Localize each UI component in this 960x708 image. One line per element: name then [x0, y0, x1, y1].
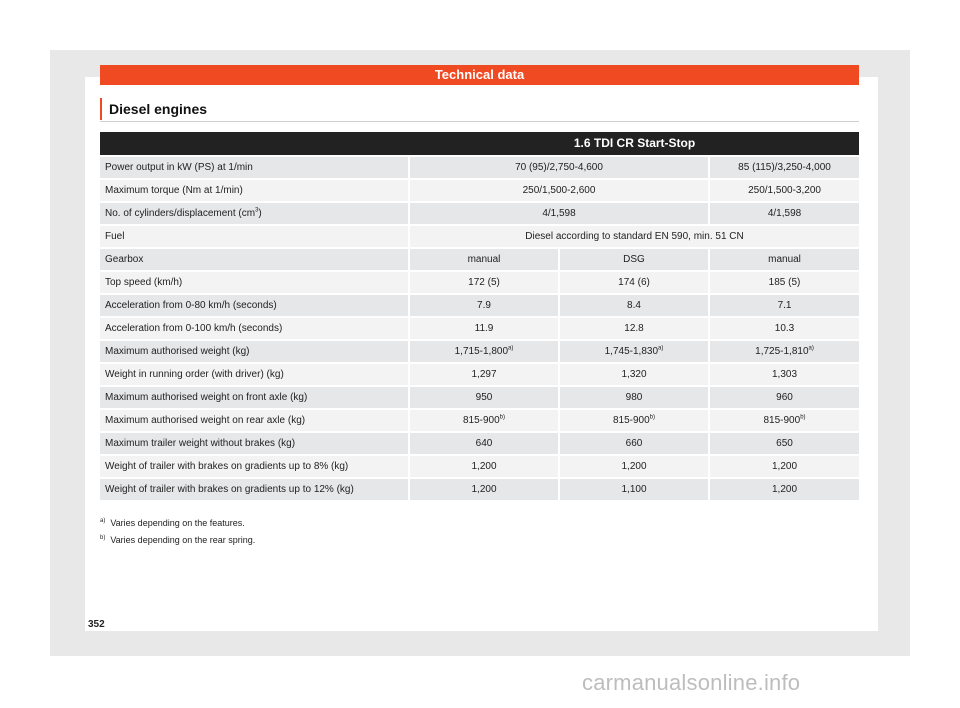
value-text: 70 (95)/2,750-4,600 [515, 162, 603, 173]
row-label [100, 479, 410, 502]
value-cell [710, 180, 859, 203]
table-row [100, 272, 859, 295]
footnote-text: Varies depending on the rear spring. [110, 535, 256, 545]
row-label-text: Maximum torque (Nm at 1/min) [105, 185, 243, 196]
footnote-mark: a) [100, 518, 106, 524]
value-text: 185 (5) [768, 277, 801, 288]
table-row [100, 341, 859, 364]
footnote-mark: b) [100, 535, 106, 541]
value-cell [710, 341, 859, 364]
value-text: 4/1,598 [767, 208, 802, 219]
value-text: DSG [623, 254, 645, 265]
watermark: carmanualsonline.info [582, 670, 801, 695]
row-label [100, 180, 410, 203]
value-cell [410, 364, 560, 387]
value-text: 250/1,500-2,600 [522, 185, 596, 196]
row-label-text: Acceleration from 0-100 km/h (seconds) [105, 323, 283, 334]
value-cell [560, 295, 710, 318]
value-text: 10.3 [774, 323, 795, 334]
value-text: 1,200 [621, 461, 647, 472]
value-cell [560, 433, 710, 456]
value-text: 1,200 [471, 461, 497, 472]
value-text: 960 [776, 392, 793, 403]
table-row [100, 387, 859, 410]
value-cell [560, 364, 710, 387]
row-label-text: Maximum authorised weight on rear axle (kg) [105, 415, 306, 426]
value-text: 1,303 [772, 369, 798, 380]
value-cell [710, 479, 859, 502]
value-text: 174 (6) [618, 277, 650, 288]
row-label-text: Weight of trailer with brakes on gradients up to 12% (kg) [105, 484, 354, 495]
value-cell [710, 410, 859, 433]
value-cell [410, 203, 710, 226]
value-cell [410, 387, 560, 410]
page-number: 352 [88, 619, 105, 630]
footnotes [100, 513, 255, 547]
value-text: 1,715-1,800 [454, 346, 509, 357]
value-text: 250/1,500-3,200 [748, 185, 821, 196]
footnote-ref: a) [658, 345, 664, 352]
footnote-text: Varies depending on the features. [110, 518, 245, 528]
footnote-ref: a) [508, 345, 514, 352]
table-row [100, 479, 859, 502]
value-cell [710, 249, 859, 272]
row-label [100, 364, 410, 387]
row-label-text: Maximum authorised weight (kg) [105, 346, 250, 357]
value-text: 1,745-1,830 [604, 346, 659, 357]
header-bar [100, 65, 859, 85]
value-cell [410, 249, 560, 272]
row-label [100, 433, 410, 456]
table-row [100, 157, 859, 180]
value-text: 815-900 [763, 415, 801, 426]
row-label-text: Power output in kW (PS) at 1/min [105, 162, 253, 173]
value-text: 815-900 [462, 415, 500, 426]
header-empty-cell [100, 132, 410, 157]
value-cell [710, 433, 859, 456]
value-text: 1,725-1,810 [755, 346, 809, 357]
footnote-b [100, 530, 255, 547]
value-text: 1,200 [772, 461, 798, 472]
value-text: 640 [475, 438, 493, 449]
table-row [100, 203, 859, 226]
model-header: 1.6 TDI CR Start-Stop [410, 132, 859, 157]
value-text: 1,100 [621, 484, 647, 495]
row-label [100, 203, 410, 226]
value-text: 950 [475, 392, 493, 403]
title-divider [100, 121, 859, 122]
value-cell [410, 318, 560, 341]
value-text: 12.8 [624, 323, 644, 334]
value-cell [710, 295, 859, 318]
value-cell [410, 341, 560, 364]
value-text: Diesel according to standard EN 590, min. 51 CN [525, 231, 744, 242]
row-label [100, 410, 410, 433]
table-row [100, 295, 859, 318]
value-cell [560, 479, 710, 502]
value-cell [560, 272, 710, 295]
table-row [100, 318, 859, 341]
row-label [100, 456, 410, 479]
value-text: 815-900 [612, 415, 650, 426]
value-text: 650 [776, 438, 793, 449]
value-text: 1,200 [772, 484, 798, 495]
value-cell [560, 456, 710, 479]
value-cell [710, 157, 859, 180]
value-cell [710, 272, 859, 295]
footnote-ref: b) [800, 414, 806, 421]
value-cell [410, 226, 859, 249]
row-label-text: Fuel [105, 231, 125, 242]
footnote-a [100, 513, 255, 530]
technical-data-table [100, 132, 859, 502]
value-text: 660 [625, 438, 643, 449]
value-text: manual [467, 254, 501, 265]
row-label [100, 387, 410, 410]
value-cell [560, 249, 710, 272]
value-cell [710, 203, 859, 226]
row-label-text: Maximum trailer weight without brakes (kg) [105, 438, 296, 449]
table-body [100, 157, 859, 502]
table-header-row [100, 132, 859, 157]
value-cell [410, 295, 560, 318]
value-cell [410, 479, 560, 502]
row-label [100, 272, 410, 295]
row-label [100, 318, 410, 341]
row-label-text: Weight in running order (with driver) (kg) [105, 369, 284, 380]
table-row [100, 364, 859, 387]
value-cell [410, 456, 560, 479]
value-cell [560, 318, 710, 341]
table-row [100, 226, 859, 249]
footnote-ref: b) [499, 414, 506, 421]
value-text: 85 (115)/3,250-4,000 [738, 162, 831, 173]
table-row [100, 180, 859, 203]
row-label [100, 249, 410, 272]
table-row [100, 456, 859, 479]
value-text: 7.1 [777, 300, 792, 311]
value-cell [560, 410, 710, 433]
value-cell [410, 272, 560, 295]
value-cell [710, 387, 859, 410]
value-text: 1,200 [471, 484, 497, 495]
value-text: 172 (5) [468, 277, 500, 288]
table-row [100, 410, 859, 433]
value-cell [560, 387, 710, 410]
row-label-text: Top speed (km/h) [105, 277, 183, 288]
footnote-ref: a) [808, 345, 814, 352]
value-cell [410, 410, 560, 433]
footnote-ref: b) [649, 414, 656, 421]
row-label-text: Maximum authorised weight on front axle (kg) [105, 392, 308, 403]
row-label-tail: ) [258, 208, 262, 219]
section-title: Diesel engines [100, 98, 207, 120]
value-cell [410, 180, 710, 203]
row-label [100, 295, 410, 318]
value-text: 11.9 [474, 323, 494, 334]
row-label-text: No. of cylinders/displacement (cm [105, 208, 256, 219]
row-label [100, 157, 410, 180]
row-label [100, 226, 410, 249]
table-row [100, 433, 859, 456]
value-text: 4/1,598 [542, 208, 576, 219]
row-label-text: Gearbox [105, 254, 144, 265]
value-text: 980 [625, 392, 643, 403]
header-title: Technical data [434, 67, 525, 82]
superscript: 3 [255, 207, 259, 214]
row-label-text: Acceleration from 0-80 km/h (seconds) [105, 300, 277, 311]
value-cell [410, 157, 710, 180]
value-text: 1,320 [621, 369, 647, 380]
row-label [100, 341, 410, 364]
value-text: 8.4 [627, 300, 641, 311]
value-cell [710, 364, 859, 387]
value-cell [560, 341, 710, 364]
value-cell [710, 318, 859, 341]
value-text: manual [768, 254, 801, 265]
value-text: 1,297 [471, 369, 497, 380]
table-row [100, 249, 859, 272]
value-cell [410, 433, 560, 456]
row-label-text: Weight of trailer with brakes on gradients up to 8% (kg) [105, 461, 349, 472]
value-text: 7.9 [477, 300, 491, 311]
value-cell [710, 456, 859, 479]
